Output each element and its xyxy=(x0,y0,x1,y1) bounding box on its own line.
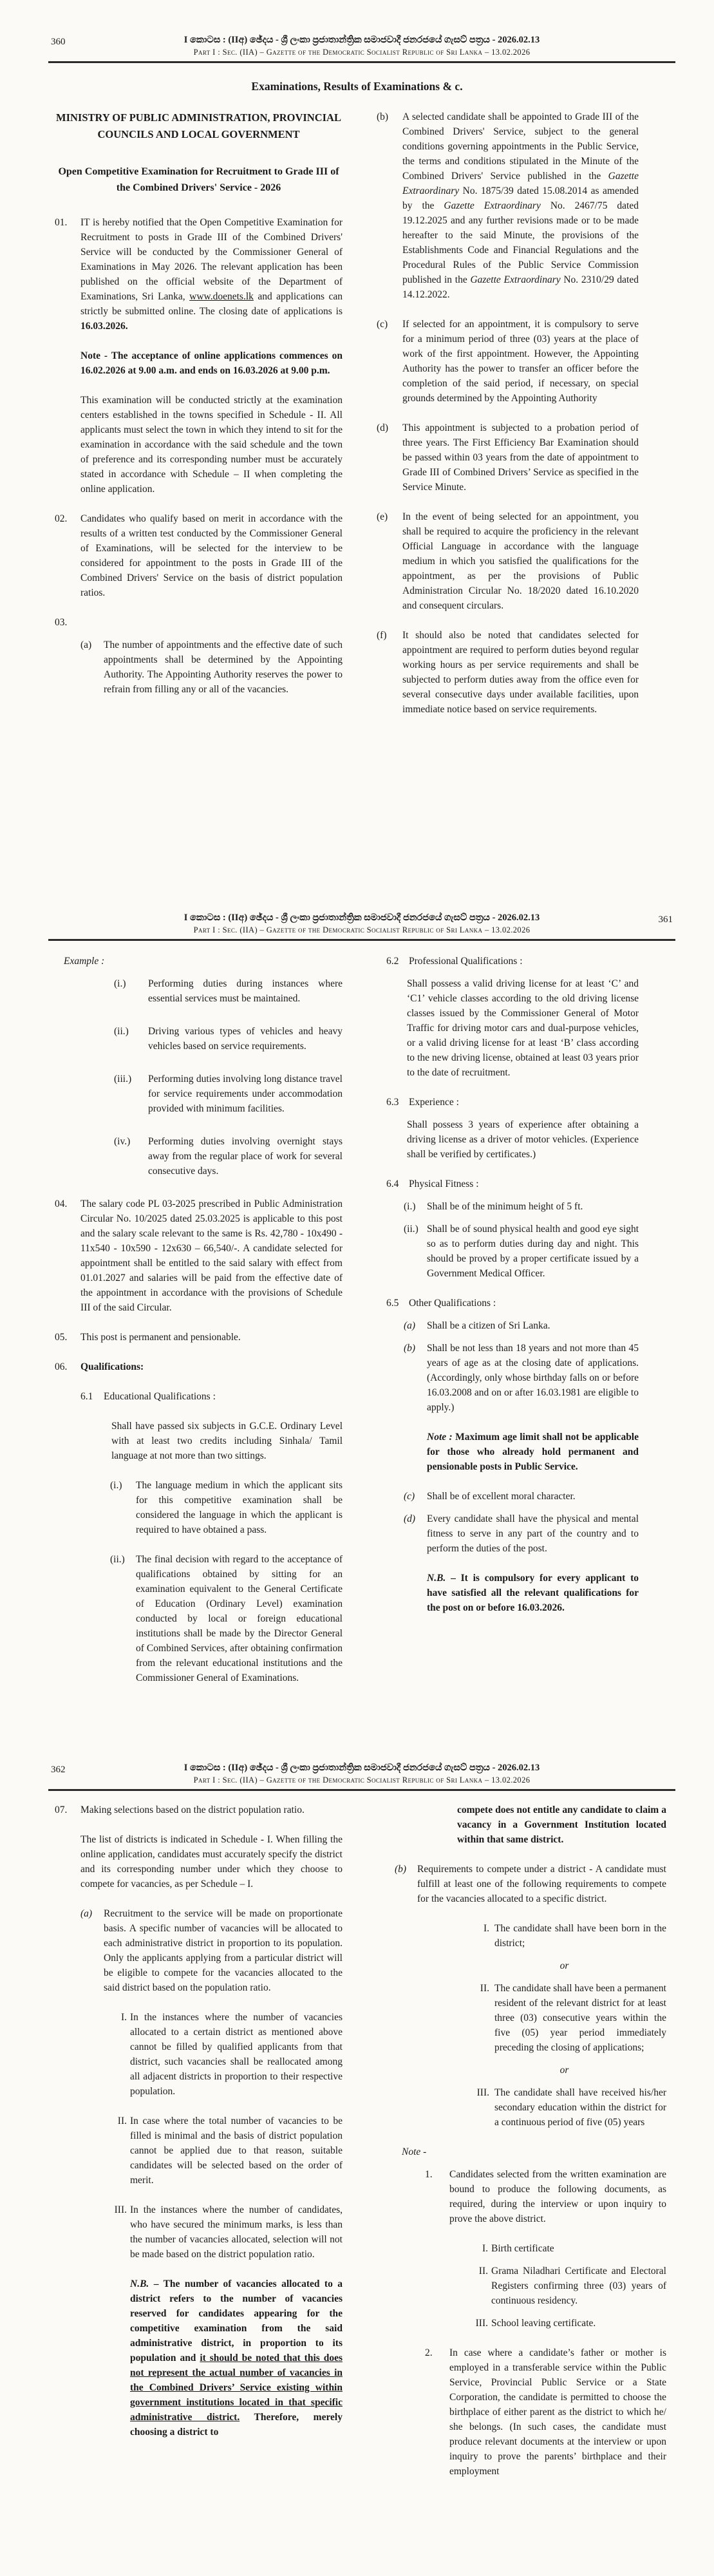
text-run: In the instances where the number of vacancies allocated to a certain district as mentioned above cannot be filled by qualified applicants from that district, such vacancies shall be reallocated among all adjacent districts in proportion to their respective population. xyxy=(130,2012,343,2097)
clause-6-1 xyxy=(55,1389,343,1404)
header-sinhala: I කොටස : (IIඅ) ඡේදය - ශ්‍රී ලංකා ප්‍රජාතාන්ත්‍රික සමාජවාදී ජනරජයේ ගැසට් පත්‍රය - 2026.02.13 xyxy=(183,1763,540,1773)
notice-heading xyxy=(55,164,343,196)
list-marker: 2. xyxy=(425,2347,433,2358)
list-marker: (a) xyxy=(80,1908,93,1919)
text-run: Shall have passed six subjects in G.C.E. Ordinary Level with at least two credits including Sinhala/ Tamil language at not more than two sittings. xyxy=(111,1421,343,1461)
text-run: Maximum age limit shall not be applicable for those who already hold permanent and pensionable posts in Public Service. xyxy=(427,1432,639,1472)
list-marker: (d) xyxy=(404,1513,416,1524)
list-marker: (i.) xyxy=(110,1480,122,1491)
list-marker: 6.5 xyxy=(386,1298,399,1309)
clause-04 xyxy=(55,1197,343,1315)
clause-6-2-body xyxy=(377,976,639,1080)
document-item-I xyxy=(385,2241,666,2256)
list-marker: 01. xyxy=(55,217,68,228)
text-run: – The number of vacancies allocated to a district refers to the number of vacancies reserved for candidates appearing for the competitive examination from the said administrative district, in proportion to its population and xyxy=(130,2278,343,2363)
clause-07a-III xyxy=(55,2202,343,2262)
list-marker: III. xyxy=(476,2087,489,2098)
clause-03c xyxy=(377,317,639,406)
section-title: Examinations, Results of Examinations & c. xyxy=(251,80,463,93)
clause-07b xyxy=(385,1862,666,1906)
header-sinhala: I කොටස : (IIඅ) ඡේදය - ශ්‍රී ලංකා ප්‍රජාතාන්ත්‍රික සමාජවාදී ජනරජයේ ගැසට් පත්‍රය - 2026.02.13 xyxy=(183,913,540,923)
column-right xyxy=(385,1803,666,2494)
example-item-2 xyxy=(55,1024,343,1054)
clause-6-5-c xyxy=(377,1489,639,1504)
document-item-III xyxy=(385,2316,666,2331)
text-run: Candidates selected from the written examination are bound to produce the following documents, as required, during the interview or upon inquiry to prove the above district. xyxy=(449,2169,666,2224)
text-run: Open Competitive Examination for Recruitment to Grade III of the Combined Drivers' Service - 2026 xyxy=(58,166,339,193)
text-run: This examination will be conducted strictly at the examination centers established in the towns specified in Schedule - II. All applicants must select the town in which they intend to sit for the examination in accordance with the said schedule and the town of preference and its corresponding number must be accurately stated in accordance with Schedule – II when completing the online application. xyxy=(80,395,343,495)
text-run: School leaving certificate. xyxy=(491,2318,596,2329)
text-run: Experience : xyxy=(409,1097,459,1108)
text-run: Therefore, merely choosing a district to xyxy=(130,2412,343,2438)
header-rule xyxy=(48,939,675,941)
text-run: Requirements to compete under a district - A candidate must fulfill at least one of the following requirements to compete for the vacancies allocated to a specific district. xyxy=(417,1864,666,1904)
text-run: Performing duties involving long distance travel for service requirements under accommodation provided with minimum facilities. xyxy=(148,1074,343,1114)
clause-6-1-ii xyxy=(55,1552,343,1685)
clause-03d xyxy=(377,421,639,495)
clause-6-5 xyxy=(377,1296,639,1311)
list-marker: (ii.) xyxy=(110,1554,125,1565)
text-run: Candidates who qualify based on merit in accordance with the results of a written test conducted by the Commissioner General of Examinations, will be selected for the interview to be considered for appointment to the posts in Grade III of the Combined Drivers' Service on the basis of district population ratios. xyxy=(80,513,343,598)
text-run: Note : xyxy=(427,1432,453,1443)
header-rule xyxy=(48,1789,675,1791)
nb-continuation xyxy=(385,1803,666,1847)
list-marker: (a) xyxy=(80,639,92,650)
list-marker: II. xyxy=(480,1983,489,1994)
text-run: No. 2310/29 dated 14.12.2022. xyxy=(402,274,639,300)
text-run: In case where a candidate’s father or mother is employed in a transferable service within the Public Service, Provincial Public Service or a State Corporation, the candidate is permitted to choose the birthplace of either parent as the district to which he/ she belongs. (In such cases, the candidate must produce relevant documents at the interview or upon inquiry to prove the parents’ birthplace and their employment xyxy=(449,2347,666,2477)
clause-03 xyxy=(55,615,343,630)
text-run: In the instances where the number of candidates, who have secured the minimum marks, is less than the number of vacancies allocated, selection will not be made based on the district population ratio. xyxy=(130,2204,343,2260)
text-run: Shall be a citizen of Sri Lanka. xyxy=(427,1320,550,1331)
text-run: 16.03.2026. xyxy=(80,321,128,332)
header-sinhala: I කොටස : (IIඅ) ඡේදය - ශ්‍රී ලංකා ප්‍රජාතාන්ත්‍රික සමාජවාදී ජනරජයේ ගැසට් පත්‍රය - 2026.02.13 xyxy=(183,35,540,45)
list-marker: II. xyxy=(478,2266,488,2277)
text-run: The salary code PL 03-2025 prescribed in Public Administration Circular No. 10/2025 dated 25.03.2025 is applicable to this post and the salary scale relevant to the same is Rs. 42,780 - 10x490 - 11x540 - 10x590 - 12x630 – 66,540/-. A candidate selected for appointment shall be entitled to the said salary with effect from 01.01.2027 and salaries will be paid from the effective date of the appointment in accordance with the provisions of Schedule III of the said Circular. xyxy=(80,1198,343,1313)
clause-6-5-b xyxy=(377,1341,639,1415)
clause-02 xyxy=(55,511,343,600)
page-number: 361 xyxy=(658,914,673,925)
text-run: The number of appointments and the effective date of such appointments shall be determined by the Appointing Authority. The Appointing Authority reserves the power to refrain from filling any or all of the vacancies. xyxy=(104,639,343,695)
text-run: Driving various types of vehicles and heavy vehicles based on service requirements. xyxy=(148,1026,343,1052)
clause-6-3 xyxy=(377,1095,639,1110)
list-marker: 04. xyxy=(55,1198,68,1209)
list-marker: 6.2 xyxy=(386,956,399,967)
text-run: No. 2467/75 dated 19.12.2025 and any further revisions made or to be made hereafter to the said Minute, the provisions of the Establishments Code and Financial Regulations and the Procedural Rules of the Public Service Commission published in the xyxy=(402,200,639,285)
example-item-3 xyxy=(55,1072,343,1116)
text-run: Qualifications: xyxy=(80,1361,144,1372)
text-run: Professional Qualifications : xyxy=(409,956,523,967)
example-item-1 xyxy=(55,976,343,1006)
list-marker: II. xyxy=(117,2116,127,2126)
list-marker: 6.3 xyxy=(386,1097,399,1108)
text-run: The list of districts is indicated in Schedule - I. When filling the online application, candidates must accurately specify the district and its corresponding number under which they choose to compete for vacancies, as per Schedule – I. xyxy=(80,1834,343,1889)
list-marker: (iv.) xyxy=(114,1136,131,1147)
document-item-II xyxy=(385,2264,666,2308)
text-run: The candidate shall have been a permanent resident of the relevant district for at least three (03) consecutive years within the five (05) year period immediately preceding the closing of applications; xyxy=(494,1983,666,2053)
gazette-page-361 xyxy=(0,905,714,1756)
list-marker: 6.4 xyxy=(386,1179,399,1189)
list-marker: 06. xyxy=(55,1361,68,1372)
text-run: or xyxy=(559,1960,569,1971)
clause-06 xyxy=(55,1359,343,1374)
example-label xyxy=(55,954,343,969)
header-rule xyxy=(48,61,675,63)
text-run: The candidate shall have received his/her secondary education within the district for a continuous period of five (05) years xyxy=(494,2087,666,2128)
clause-6-4 xyxy=(377,1177,639,1191)
column-left xyxy=(55,109,343,712)
clause-6-1-i xyxy=(55,1478,343,1537)
page-header xyxy=(48,913,675,941)
text-run: A selected candidate shall be appointed to Grade III of the Combined Drivers' Service, subject to the general conditions governing appointments in the Public Service, the terms and conditions stipulated in the Minute of the Combined Drivers' Service published in the xyxy=(402,111,639,182)
example-item-4 xyxy=(55,1134,343,1179)
clause-01-continuation xyxy=(55,393,343,497)
clause-07 xyxy=(55,1803,343,1817)
text-run: – It is compulsory for every applicant to have satisfied all the relevant qualifications for the post on or before 16.03.2026. xyxy=(427,1573,639,1613)
text-run: compete does not entitle any candidate to claim a vacancy in a Government Institution located within that same district. xyxy=(457,1804,666,1845)
header-english: Part I : Sec. (IIA) – Gazette of the Democratic Socialist Republic of Sri Lanka – 13.02.2026 xyxy=(193,48,531,57)
text-run: it should be noted that this does not represent the actual number of vacancies in the Combined Drivers’ Service existing within government institutions located in that specific administrative district. xyxy=(130,2353,343,2423)
list-marker: (ii.) xyxy=(114,1026,129,1037)
text-run: Note - xyxy=(402,2146,427,2157)
list-marker: (i.) xyxy=(114,978,126,989)
list-marker: (a) xyxy=(404,1320,416,1331)
text-run: Shall be of excellent moral character. xyxy=(427,1491,576,1502)
text-run: Performing duties during instances where essential services must be maintained. xyxy=(148,978,343,1004)
text-run: Every candidate shall have the physical and mental fitness to serve in any part of the country and to perform the duties of the post. xyxy=(427,1513,639,1554)
clause-03e xyxy=(377,509,639,613)
text-run: or xyxy=(559,2065,569,2076)
text-run: Recruitment to the service will be made on proportionate basis. A specific number of vacancies will be allocated to each administrative district in proportion to its population. Only the applicants applying from a particular district will be eligible to compete for the vacancies allocated to the said district based on the population ratio. xyxy=(104,1908,343,1993)
or-separator-2 xyxy=(385,2063,666,2078)
clause-07-body xyxy=(55,1832,343,1891)
nb-qualifications xyxy=(377,1571,639,1615)
text-run: Shall be not less than 18 years and not more than 45 years of age as at the closing date of applications. (Accordingly, only whose birthday falls on or before 16.03.2008 and on or after 16.03.1981 are eligible to apply.) xyxy=(427,1343,639,1413)
text-run: In case where the total number of vacancies to be filled is minimal and the basis of district population cannot be applied due to that reason, suitable candidates will be selected based on the order of merit. xyxy=(130,2116,343,2186)
text-run: The language medium in which the applicant sits for this competitive examination shall be considered the language in which the applicant is required to have obtained a pass. xyxy=(136,1480,343,1535)
text-run: Educational Qualifications : xyxy=(104,1391,216,1402)
clause-05 xyxy=(55,1330,343,1345)
clause-07b-II xyxy=(385,1981,666,2055)
list-marker: (i.) xyxy=(404,1201,416,1212)
text-run: N.B. xyxy=(130,2278,149,2289)
list-marker: 1. xyxy=(425,2169,433,2180)
ministry-heading xyxy=(55,109,343,143)
list-marker: 03. xyxy=(55,617,68,628)
clause-6-4-i xyxy=(377,1199,639,1214)
list-marker: (b) xyxy=(395,1864,407,1875)
list-marker: III. xyxy=(475,2318,488,2329)
gazette-page-362 xyxy=(0,1756,714,2576)
text-run: This appointment is subjected to a probation period of three years. The First Efficiency Bar Examination should be passed within 03 years from the date of appointment to Grade III of Combined Drivers’ Service as specified in the Service Minute. xyxy=(402,422,639,493)
clause-07b-I xyxy=(385,1921,666,1951)
column-left xyxy=(55,954,343,1700)
text-run: In the event of being selected for an appointment, you shall be required to acquire the proficiency in the relevant Official Language in accordance with the language medium in which you satisfied the qualifications for the appointment, as per the provisions of Public Administration Circular No. 18/2020 dated 16.10.2020 and consequent circulars. xyxy=(402,511,639,611)
clause-07a xyxy=(55,1906,343,1995)
header-english: Part I : Sec. (IIA) – Gazette of the Democratic Socialist Republic of Sri Lanka – 13.02.2026 xyxy=(193,1776,531,1785)
clause-6-2 xyxy=(377,954,639,969)
text-run: Making selections based on the district population ratio. xyxy=(80,1804,305,1815)
list-marker: I. xyxy=(483,1923,489,1934)
doenets-link[interactable]: www.doenets.lk xyxy=(189,291,254,302)
clause-6-5-a xyxy=(377,1318,639,1333)
note-max-age xyxy=(377,1430,639,1474)
text-run: IT is hereby notified that the Open Competitive Examination for Recruitment to posts in Grade III of the Combined Drivers' Service will be conducted by the Commissioner General of Examinations in May 2026. The relevant application has been published on the official website of the Department of Examinations, Sri Lanka, xyxy=(80,217,343,302)
text-run: Birth certificate xyxy=(491,2243,554,2254)
text-run: The candidate shall have been born in the district; xyxy=(494,1923,666,1949)
clause-6-4-ii xyxy=(377,1222,639,1281)
list-marker: (iii.) xyxy=(114,1074,132,1084)
text-run: Gazette Extraordinary xyxy=(444,200,541,211)
clause-6-3-body xyxy=(377,1117,639,1162)
clause-03a xyxy=(55,638,343,697)
list-marker: 6.1 xyxy=(80,1391,93,1402)
list-marker: 05. xyxy=(55,1332,68,1343)
text-run: Shall be of the minimum height of 5 ft. xyxy=(427,1201,583,1212)
or-separator-1 xyxy=(385,1958,666,1973)
text-run: Shall possess 3 years of experience after obtaining a driving license as a driver of motor vehicles. (Experience shall be verified by certificates.) xyxy=(407,1119,639,1160)
header-english: Part I : Sec. (IIA) – Gazette of the Democratic Socialist Republic of Sri Lanka – 13.02.2026 xyxy=(193,925,531,934)
text-run: Grama Niladhari Certificate and Electoral Registers confirming three (03) years of continuous residency. xyxy=(491,2266,666,2306)
nb-district-vacancies xyxy=(55,2277,343,2439)
column-right xyxy=(377,954,639,1630)
text-run: Example : xyxy=(64,956,105,967)
column-left xyxy=(55,1803,343,2454)
clause-6-5-d xyxy=(377,1511,639,1556)
list-marker: I. xyxy=(482,2243,488,2254)
gazette-page-360 xyxy=(0,0,714,905)
list-marker: III. xyxy=(114,2204,127,2215)
note-acceptance xyxy=(55,348,343,378)
column-right xyxy=(377,109,639,732)
note-item-1 xyxy=(385,2167,666,2226)
text-run: It should also be noted that candidates selected for appointment are required to perform duties beyond regular working hours as per service requirements and shall be subjected to perform duties away from the office even for several consecutive days under available facilities, upon immediate notice based on service requirements. xyxy=(402,630,639,715)
list-marker: (d) xyxy=(377,422,389,433)
list-marker: (b) xyxy=(377,111,389,122)
clause-6-1-body xyxy=(55,1419,343,1463)
text-run: Physical Fitness : xyxy=(409,1179,479,1189)
text-run: Performing duties involving overnight stays away from the regular place of work for several consecutive days. xyxy=(148,1136,343,1177)
note-label xyxy=(385,2145,666,2159)
list-marker: (f) xyxy=(377,630,387,641)
text-run: N.B. xyxy=(427,1573,446,1584)
list-marker: (ii.) xyxy=(404,1224,418,1235)
list-marker: (b) xyxy=(404,1343,416,1354)
text-run: If selected for an appointment, it is compulsory to serve for a minimum period of three (03) years at the place of work of the first appointment. However, the Appointing Authority has the power to transfer an officer before the completion of the said period, if necessary, on special grounds determined by the Appointing Authority xyxy=(402,319,639,404)
text-run: Other Qualifications : xyxy=(409,1298,496,1309)
text-run: The final decision with regard to the acceptance of qualifications obtained by sitting for an examination equivalent to the General Certificate of Education (Ordinary Level) examination conducted by local or foreign educational institutions shall be made by the Director General of Combined Services, after obtaining confirmation from the relevant educational institutions and the Commissioner General of Examinations. xyxy=(136,1554,343,1683)
list-marker: (e) xyxy=(377,511,388,522)
text-run: Shall be of sound physical health and good eye sight so as to perform duties during day and night. This should be proved by a proper certificate issued by a Government Medical Officer. xyxy=(427,1224,639,1279)
text-run: and applications can strictly be submitted online. The closing date of applications is xyxy=(80,291,343,317)
list-marker: (c) xyxy=(404,1491,415,1502)
page-header xyxy=(48,35,675,63)
clause-01 xyxy=(55,215,343,334)
clause-07b-III xyxy=(385,2085,666,2130)
text-run: This post is permanent and pensionable. xyxy=(80,1332,241,1343)
clause-03b xyxy=(377,109,639,302)
text-run: Note - The acceptance of online applications commences on 16.02.2026 at 9.00 a.m. and ends on 16.03.2026 at 9.00 p.m. xyxy=(80,350,343,376)
text-run: Shall possess a valid driving license for at least ‘C’ and ‘C1’ vehicle classes according to the old driving license classes issued by the Commissioner General of Motor Traffic for driving motor cars and dual-purpose vehicles, or a valid driving license for at least ‘B’ class according to the new driving license, obtained at least 03 years prior to the date of recruitment. xyxy=(407,978,639,1078)
text-run: Gazette Extraordinary xyxy=(470,274,561,285)
note-item-2 xyxy=(385,2345,666,2479)
list-marker: 02. xyxy=(55,513,68,524)
clause-07a-II xyxy=(55,2114,343,2188)
clause-07a-I xyxy=(55,2010,343,2099)
page-header xyxy=(48,1763,675,1791)
page-number: 362 xyxy=(51,1765,66,1775)
text-run: Gazette Extraordinary xyxy=(402,171,639,196)
list-marker: (c) xyxy=(377,319,388,330)
list-marker: I. xyxy=(120,2012,127,2023)
clause-03f xyxy=(377,628,639,717)
text-run: MINISTRY OF PUBLIC ADMINISTRATION, PROVINCIAL COUNCILS AND LOCAL GOVERNMENT xyxy=(56,111,341,140)
text-run: No. 1875/39 dated 15.08.2014 as amended by the xyxy=(402,185,639,211)
list-marker: 07. xyxy=(55,1804,68,1815)
page-number: 360 xyxy=(51,37,66,47)
